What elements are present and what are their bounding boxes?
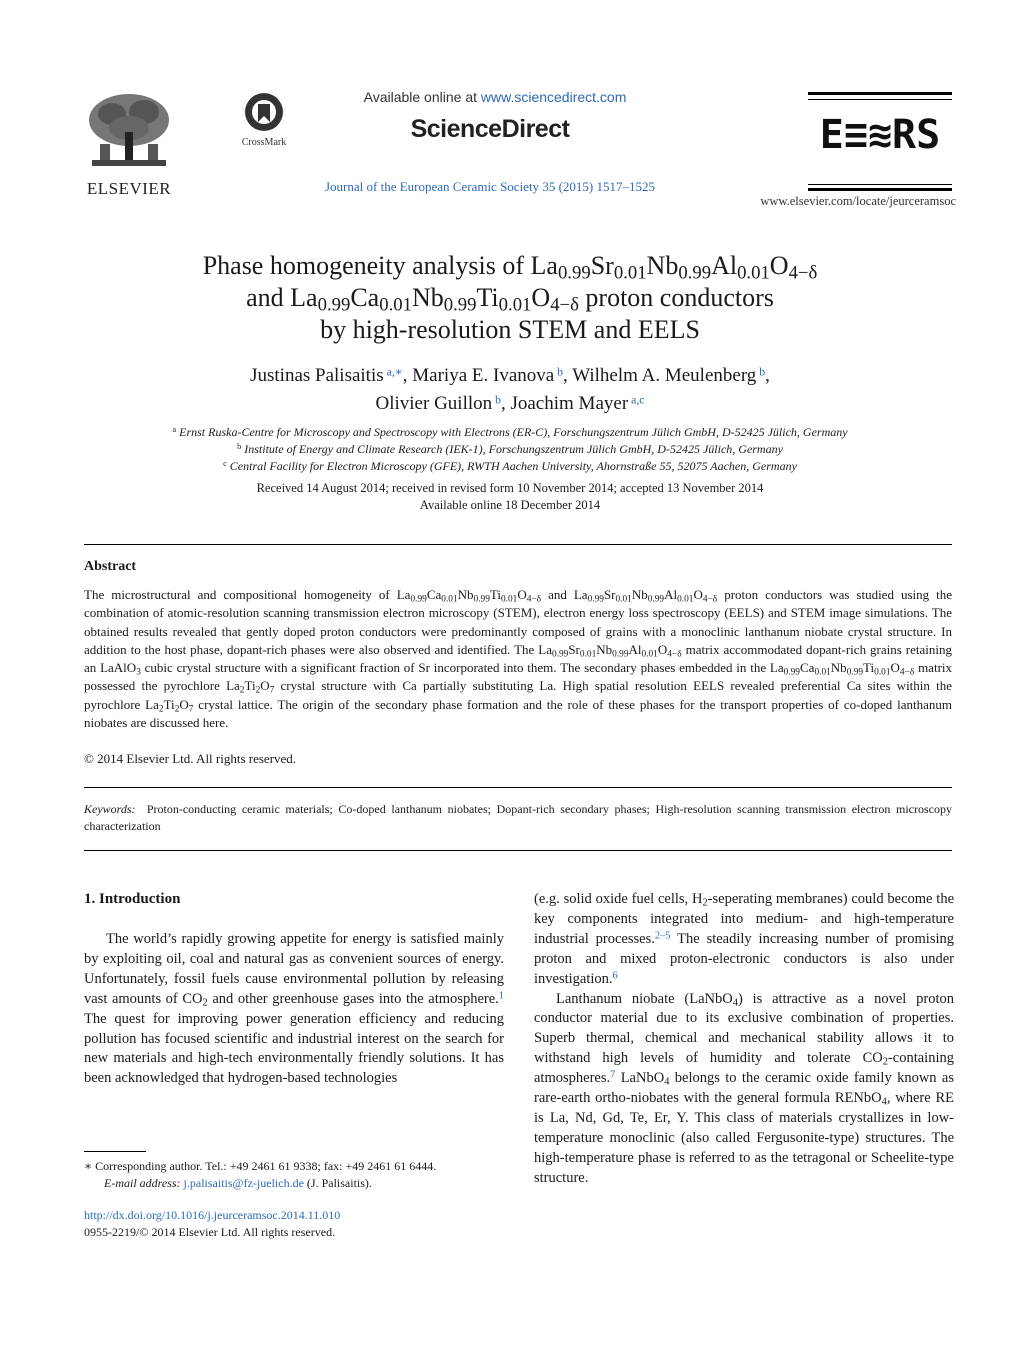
citation-link[interactable]: 6 (612, 969, 618, 981)
copyright-line: © 2014 Elsevier Ltd. All rights reserved. (84, 751, 297, 766)
elsevier-tree-icon (82, 92, 176, 174)
keywords-text: Proton-conducting ceramic materials; Co-doped lanthanum niobates; Dopant-rich secondary phases; High-resolution scanning transmission electron microscopy characterization (84, 802, 953, 833)
abstract-heading: Abstract (84, 559, 137, 574)
available-online-line (300, 89, 690, 105)
citation-link[interactable]: 1 (498, 990, 504, 1002)
journal-logo-text: E≡≋RS (819, 112, 941, 158)
crossmark-badge[interactable] (232, 92, 296, 152)
journal-logo[interactable] (808, 92, 952, 192)
title-line-1 (110, 250, 910, 282)
publisher-wordmark: ELSEVIER (86, 179, 172, 198)
affiliation-item: $^a$ Ernst Ruska-Centre for Microscopy and Spectroscopy with Electrons (ER-C), Forschungszentrum Jülich GmbH, D-52425 Jülich, Germany (172, 425, 848, 439)
received-dates: Received 14 August 2014; received in revised form 10 November 2014; accepted 13 November 2014 (256, 481, 764, 495)
article-history (110, 480, 910, 514)
elsevier-logo[interactable] (82, 92, 176, 196)
author-name[interactable]: Mariya E. Ivanova (412, 365, 555, 386)
author-name[interactable]: Olivier Guillon (375, 393, 493, 414)
journal-citation[interactable]: Journal of the European Ceramic Society 35 (2015) 1517–1525 (325, 179, 655, 194)
abstract-text: The microstructural and compositional homogeneity of $La_{0.99}Ca_{0.01}Nb_{0.99}Ti_{0.01}O_{4-\delta}$ and $La_{0.99}Sr_{0.01}Nb_{0.99}Al_{0.01}O_{4-\delta}$ proton conductors was studied using the combination of atomic-resolution scanning transmission electron microscopy (STEM), electron energy loss spectroscopy (EELS) and STEM image simulations. The obtained results revealed that gently doped proton conductors were predominantly composed of grains with a monoclinic lanthanum niobate crystal structure. In addition to the host phase, dopant-rich phases were also observed and identified. The $La_{0.99}Sr_{0.01}Nb_{0.99}Al_{0.01}O_{4-\delta}$ matrix accommodated dopant-rich grains retaining an LaAlO$_3$ cubic crystal structure with a significant fraction of Sr incorporated into them. The secondary phases embedded in the $La_{0.99}Ca_{0.01}Nb_{0.99}Ti_{0.01}O_{4-\delta}$ matrix possessed the pyrochlore $La_2Ti_2O_7$ crystal structure with Ca partially substituting La. High spatial resolution EELS revealed preferential Ca sites within the pyrochlore $La_2Ti_2O_7$ crystal lattice. The origin of the secondary phase formation and the role of these phases for the transport properties of co-doped lanthanum niobates are discussed here. (84, 587, 953, 731)
title-line-2: and $La_{0.99}Ca_{0.01}Nb_{0.99}Ti_{0.01}O_{4-\delta}$ proton conductors (246, 283, 774, 316)
body-paragraph: The world’s rapidly growing appetite for energy is satisfied mainly by exploiting oil, coal and natural gas as convenient sources of energy. Unfortunately, fossil fuels cause environmental pollution by releasing vast amounts of $CO_2$ and other greenhouse gases into the atmosphere.$^1$ The quest for improving power generation efficiency and reducing pollution has focused scientific and industrial interest on the search for new materials and high-tech environmentally friendly solutions. It has been acknowledged that hydrogen-based technologies (84, 931, 504, 1087)
keywords-label: Keywords: (84, 802, 136, 816)
divider (84, 544, 952, 545)
crossmark-label: CrossMark (241, 137, 287, 148)
available-online-date: Available online 18 December 2014 (419, 498, 601, 512)
sciencedirect-link[interactable]: www.sciencedirect.com (480, 89, 627, 105)
divider (84, 787, 952, 788)
affiliation-item: $^b$ Institute of Energy and Climate Research (IEK-1), Forschungszentrum Jülich GmbH, D-52425 Jülich, Germany (237, 442, 783, 456)
crossmark-icon (244, 92, 284, 132)
author-name[interactable]: Justinas Palisaitis (250, 365, 384, 386)
affiliation-item: $^c$ Central Facility for Electron Microscopy (GFE), RWTH Aachen University, Ahornstraße 55, 52075 Aachen, Germany (223, 459, 797, 473)
left-column (84, 930, 504, 1089)
affiliations (90, 424, 930, 475)
keywords (84, 801, 952, 835)
body-paragraph: (e.g. solid oxide fuel cells, $H_2$-seperating membranes) could become the key components integrated into medium- and high-temperature industrial processes.$^{2-5}$ The steadily increasing number of promising proton and mixed proton-electronic conductors is also under investigation.$^6$ (534, 891, 955, 987)
doi-link[interactable]: http://dx.doi.org/10.1016/j.jeurceramsoc.2014.11.010 (84, 1208, 341, 1222)
sciencedirect-logo[interactable]: ScienceDirect (410, 115, 570, 143)
doi-block (84, 1207, 340, 1240)
author-name[interactable]: Joachim Mayer (510, 393, 629, 414)
citation-link[interactable]: 7 (610, 1069, 616, 1081)
right-column (534, 890, 954, 1189)
footnote: ∗ Corresponding author. Tel.: +49 2461 61 9338; fax: +49 2461 61 6444. E-mail address: j.palisaitis@fz-juelich.de (J. Palisaitis). (84, 1158, 524, 1191)
issn-line: 0955-2219/© 2014 Elsevier Ltd. All rights reserved. (84, 1224, 336, 1239)
body-paragraph: Lanthanum niobate (LaNbO$_4$) is attractive as a novel proton conductor material due to its exclusive combination of properties. Superb thermal, chemical and mechanical stability allows it to withstand high levels of humidity and tolerate $CO_2$-containing atmospheres.$^7$ LaNbO$_4$ belongs to the ceramic oxide family known as rare-earth ortho-niobates with the general formula RENbO$_4$, where RE is La, Nd, Gd, Te, Er, Y. This class of materials crystallizes in low-temperature monoclinic (also called Fergusonite-type) structures. The high-temperature phase is referred to as the tetragonal or Scheelite-type structure. (534, 990, 955, 1186)
title-text-1a: Phase homogeneity analysis of $La_{0.99}Sr_{0.01}Nb_{0.99}Al_{0.01}O_{4-\delta}$ (202, 251, 818, 284)
section-heading-introduction: 1. Introduction (84, 891, 181, 907)
journal-url[interactable]: www.elsevier.com/locate/jeurceramsoc (760, 194, 956, 208)
title-line-3: by high-resolution STEM and EELS (320, 315, 700, 344)
article-title (110, 250, 910, 346)
footnote-divider (84, 1151, 146, 1152)
author-list: Justinas Palisaitis $^{a,∗}$, Mariya E. Ivanova $^b$, Wilhelm A. Meulenberg $^b$, Olivier Guillon $^b$, Joachim Mayer $^{a,c}$ (250, 365, 770, 414)
corresponding-author-note: ∗ Corresponding author. Tel.: +49 2461 61 9338; fax: +49 2461 61 6444. (84, 1159, 437, 1173)
email-label: E-mail address: (104, 1175, 181, 1190)
citation-link[interactable]: 2–5 (654, 930, 671, 942)
divider (84, 850, 952, 851)
author-name[interactable]: Wilhelm A. Meulenberg (572, 365, 757, 386)
available-prefix: Available online at (363, 89, 481, 105)
email-link[interactable]: j.palisaitis@fz-juelich.de (183, 1175, 304, 1190)
